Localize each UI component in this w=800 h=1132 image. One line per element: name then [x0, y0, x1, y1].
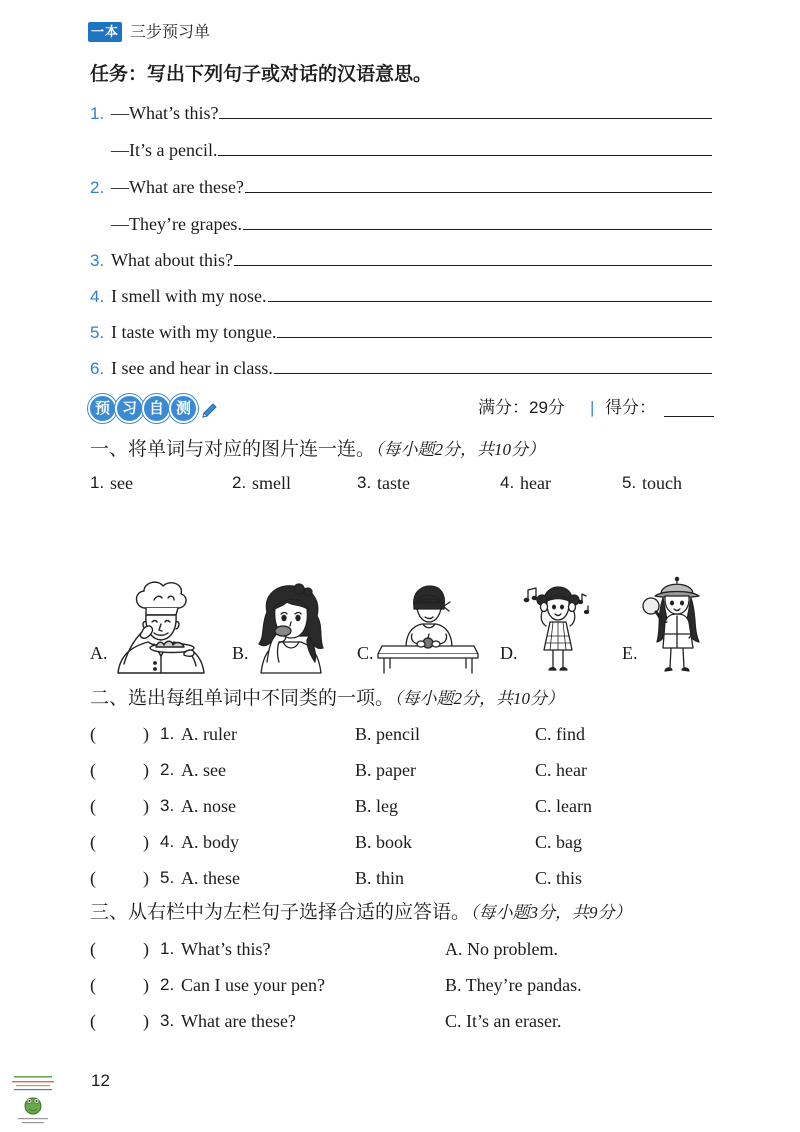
page-number: 12: [91, 1071, 110, 1090]
option-a: A. these: [181, 868, 240, 888]
word-number: 4.: [500, 473, 515, 492]
option-c: C. find: [535, 724, 586, 744]
bracket-close: ): [143, 868, 149, 888]
bracket-open: (: [90, 975, 96, 995]
answer-blank: [268, 287, 713, 302]
question-number: 2.: [160, 975, 175, 994]
task-item: [90, 175, 712, 199]
word-item: smell: [252, 473, 291, 493]
option-b: B. pencil: [355, 724, 420, 744]
answer-blank: [218, 141, 712, 156]
answer-blank: [243, 215, 712, 230]
section1-heading: 一、将单词与对应的图片连一连。: [90, 439, 376, 460]
banner-char: 预: [88, 394, 117, 423]
item-sentence: I taste with my tongue.: [111, 322, 277, 342]
item-sentence: I smell with my nose.: [111, 286, 267, 306]
question-text: What are these?: [181, 1011, 296, 1031]
picture-label: D.: [500, 643, 518, 663]
word-item: touch: [642, 473, 682, 493]
quiz-banner: [88, 394, 198, 424]
header-title: 三步预习单: [130, 24, 211, 41]
choice-row: [90, 722, 720, 746]
word-number: 1.: [90, 473, 105, 492]
option-b: B. leg: [355, 796, 398, 816]
option-c: C. hear: [535, 760, 587, 780]
task-title: 任务：写出下列句子或对话的汉语意思。: [90, 64, 433, 85]
option-b: B. paper: [355, 760, 416, 780]
option-b: B. thin: [355, 868, 405, 888]
match-row: [90, 973, 720, 997]
question-number: 4.: [160, 832, 175, 851]
item-sentence: I see and hear in class.: [111, 358, 273, 378]
section3-note: （每小题3分，共9分）: [470, 903, 632, 922]
task-item: [90, 356, 712, 380]
task-item: [90, 248, 712, 272]
score-label: 得分：: [605, 398, 656, 417]
section1-title: [90, 436, 545, 464]
item-number: 6.: [90, 359, 105, 378]
word-item: hear: [520, 473, 551, 493]
question-number: 1.: [160, 724, 175, 743]
bracket-close: ): [143, 832, 149, 852]
question-text: What’s this?: [181, 939, 271, 959]
task-item: [90, 138, 712, 162]
picture-label: A.: [90, 643, 108, 663]
bracket-close: ): [143, 760, 149, 780]
choice-row: [90, 758, 720, 782]
item-sentence: What about this?: [111, 250, 233, 270]
question-number: 1.: [160, 939, 175, 958]
task-item: [90, 320, 712, 344]
item-number: 5.: [90, 323, 105, 342]
item-sentence: —They’re grapes.: [111, 214, 242, 234]
section2-heading: 二、选出每组单词中不同类的一项。: [90, 688, 395, 709]
bracket-close: ): [143, 1011, 149, 1031]
item-number: 1.: [90, 104, 105, 123]
bracket-close: ): [143, 975, 149, 995]
bracket-open: (: [90, 724, 96, 744]
word-number: 3.: [357, 473, 372, 492]
picture-labels: [90, 641, 720, 665]
answer-blank: [274, 359, 712, 374]
section1-note: （每小题2分，共10分）: [375, 440, 546, 459]
publisher-logo-icon: [8, 1072, 58, 1128]
section3-title: [90, 899, 632, 927]
bracket-close: ): [143, 796, 149, 816]
banner-char: 习: [115, 394, 144, 423]
answer-option: C. It’s an eraser.: [445, 1011, 562, 1031]
picture-label: B.: [232, 643, 249, 663]
bracket-open: (: [90, 832, 96, 852]
question-number: 2.: [160, 760, 175, 779]
bracket-open: (: [90, 939, 96, 959]
choice-row: [90, 866, 720, 890]
answer-option: B. They’re pandas.: [445, 975, 582, 995]
word-number: 5.: [622, 473, 637, 492]
task-item: [90, 101, 712, 125]
answer-blank: [234, 251, 712, 266]
word-row: [90, 471, 720, 495]
picture-label: E.: [622, 643, 638, 663]
score-blank: [664, 402, 714, 417]
item-number: 2.: [90, 178, 105, 197]
task-item: [90, 212, 712, 236]
word-item: taste: [377, 473, 410, 493]
question-number: 3.: [160, 796, 175, 815]
answer-blank: [219, 104, 712, 119]
answer-blank: [277, 323, 712, 338]
pencil-icon: [200, 402, 218, 420]
bracket-close: ): [143, 724, 149, 744]
answer-option: A. No problem.: [445, 939, 558, 959]
option-c: C. this: [535, 868, 583, 888]
item-sentence: —What’s this?: [111, 103, 219, 123]
bracket-open: (: [90, 868, 96, 888]
item-number: 3.: [90, 251, 105, 270]
question-number: 5.: [160, 868, 175, 887]
banner-char: 自: [142, 394, 171, 423]
option-a: A. nose: [181, 796, 236, 816]
section2-title: [90, 685, 564, 713]
task-item: [90, 284, 712, 308]
choice-row: [90, 830, 720, 854]
match-row: [90, 937, 720, 961]
option-c: C. learn: [535, 796, 592, 816]
word-number: 2.: [232, 473, 247, 492]
bracket-open: (: [90, 1011, 96, 1031]
option-c: C. bag: [535, 832, 582, 852]
option-a: A. body: [181, 832, 239, 852]
banner-char: 测: [169, 394, 198, 423]
bracket-open: (: [90, 796, 96, 816]
section2-note: （每小题2分，共10分）: [394, 689, 565, 708]
section3-heading: 三、从右栏中为左栏句子选择合适的应答语。: [90, 902, 471, 923]
full-score: 满分：29分: [478, 398, 565, 417]
question-text: Can I use your pen?: [181, 975, 325, 995]
option-b: B. book: [355, 832, 413, 852]
item-sentence: —It’s a pencil.: [111, 140, 218, 160]
word-item: see: [110, 473, 133, 493]
match-row: [90, 1009, 720, 1033]
item-number: 4.: [90, 287, 105, 306]
bracket-close: ): [143, 939, 149, 959]
item-sentence: —What are these?: [111, 177, 244, 197]
option-a: A. see: [181, 760, 226, 780]
answer-blank: [245, 178, 712, 193]
question-number: 3.: [160, 1011, 175, 1030]
score-divider: |: [590, 398, 595, 417]
choice-row: [90, 794, 720, 818]
option-a: A. ruler: [181, 724, 237, 744]
brand-badge: 一本: [88, 22, 122, 42]
bracket-open: (: [90, 760, 96, 780]
picture-label: C.: [357, 643, 374, 663]
